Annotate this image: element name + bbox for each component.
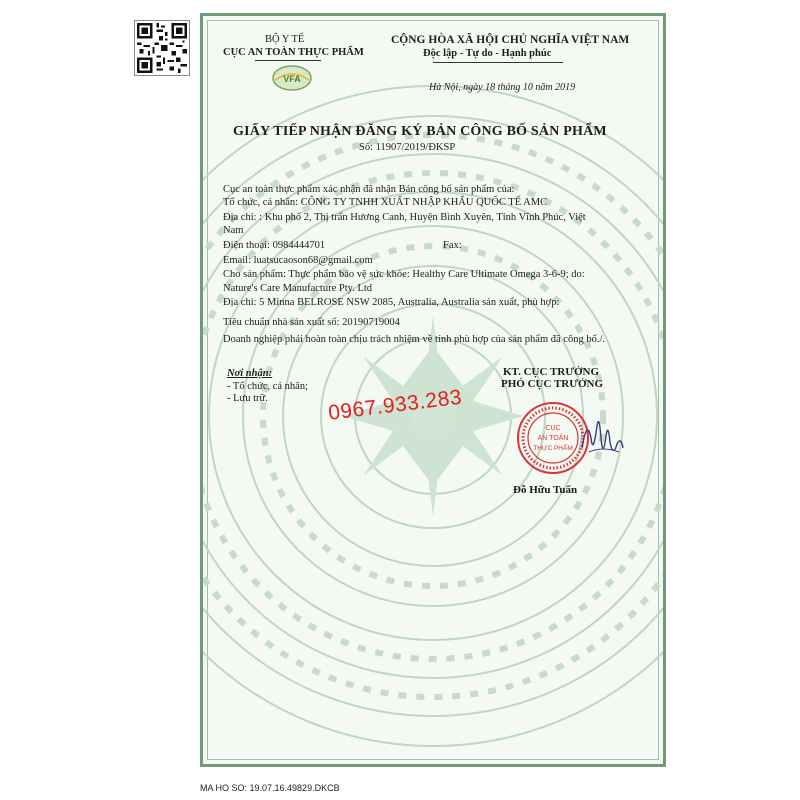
recipient-item: - Tổ chức, cá nhân; (227, 381, 309, 392)
document-number: Số: 11907/2019/ĐKSP (359, 142, 456, 153)
signer-role-line1: KT. CỤC TRƯỞNG (503, 366, 600, 378)
recipients-title: Nơi nhận: (227, 368, 273, 379)
body-line-email: Email: luatsucaoson68@gmail.com (223, 255, 373, 266)
body-line-responsibility: Doanh nghiệp phải hoàn toàn chịu trách nhiệm về tính phù hợp của sản phẩm đã công bố./. (223, 334, 605, 345)
body-line-product: Cho sản phẩm: Thực phẩm bảo vệ sức khỏe: Healthy Care Ultimate Omega 3-6-9; do: (223, 269, 585, 280)
ministry-name: BỘ Y TẾ (265, 34, 305, 45)
qr-code (134, 20, 190, 76)
signer-name: Đỗ Hữu Tuấn (513, 484, 578, 496)
svg-text:THỰC PHẨM: THỰC PHẨM (533, 445, 573, 452)
svg-text:AN TOÀN: AN TOÀN (537, 435, 569, 442)
record-code: MA HO SO: 19.07.16.49829.DKCB (200, 783, 340, 793)
vfa-logo (271, 64, 313, 92)
body-line-intro: Cục an toàn thực phẩm xác nhận đã nhận Bản công bố sản phẩm của: (223, 184, 515, 195)
republic-heading: CỘNG HÒA XÃ HỘI CHỦ NGHĨA VIỆT NAM (391, 34, 630, 46)
body-line-manufacturer-address: Địa chỉ: 5 Minna BELROSE NSW 2085, Australia, Australia sản xuất, phù hợp: (223, 297, 560, 308)
national-motto: Độc lập - Tự do - Hạnh phúc (423, 48, 552, 59)
agency-name: CỤC AN TOÀN THỰC PHẨM (223, 47, 364, 58)
svg-text:VFA: VFA (283, 74, 301, 84)
motto-underline (433, 62, 563, 63)
phone-number-overlay: 0967.933.283 (327, 385, 464, 425)
body-line-address-cont: Nam (223, 225, 244, 236)
certificate-frame (200, 13, 666, 767)
document-title: GIẤY TIẾP NHẬN ĐĂNG KÝ BẢN CÔNG BỐ SẢN PHẨM (233, 124, 607, 139)
svg-text:CỤC: CỤC (545, 425, 561, 432)
issue-date: Hà Nội, ngày 18 tháng 10 năm 2019 (429, 82, 576, 93)
body-line-fax: Fax: (443, 240, 462, 251)
handwritten-signature (579, 408, 625, 470)
body-line-manufacturer: Nature's Care Manufacture Pty. Ltd (223, 283, 373, 294)
agency-underline (255, 60, 321, 61)
body-line-organization: Tổ chức, cá nhân: CÔNG TY TNHH XUẤT NHẬP KHẨU QUỐC TẾ AMC (223, 197, 548, 208)
body-line-phone: Điện thoại: 0984444701 (223, 240, 326, 251)
body-line-address: Địa chỉ: : Khu phố 2, Thị trấn Hương Canh, Huyện Bình Xuyên, Tỉnh Vĩnh Phúc, Việt (223, 212, 586, 223)
recipient-item: - Lưu trữ. (227, 393, 268, 404)
body-line-standard: Tiêu chuẩn nhà sản xuất số: 20190719004 (223, 317, 400, 328)
signer-role-line2: PHÓ CỤC TRƯỞNG (501, 378, 604, 390)
